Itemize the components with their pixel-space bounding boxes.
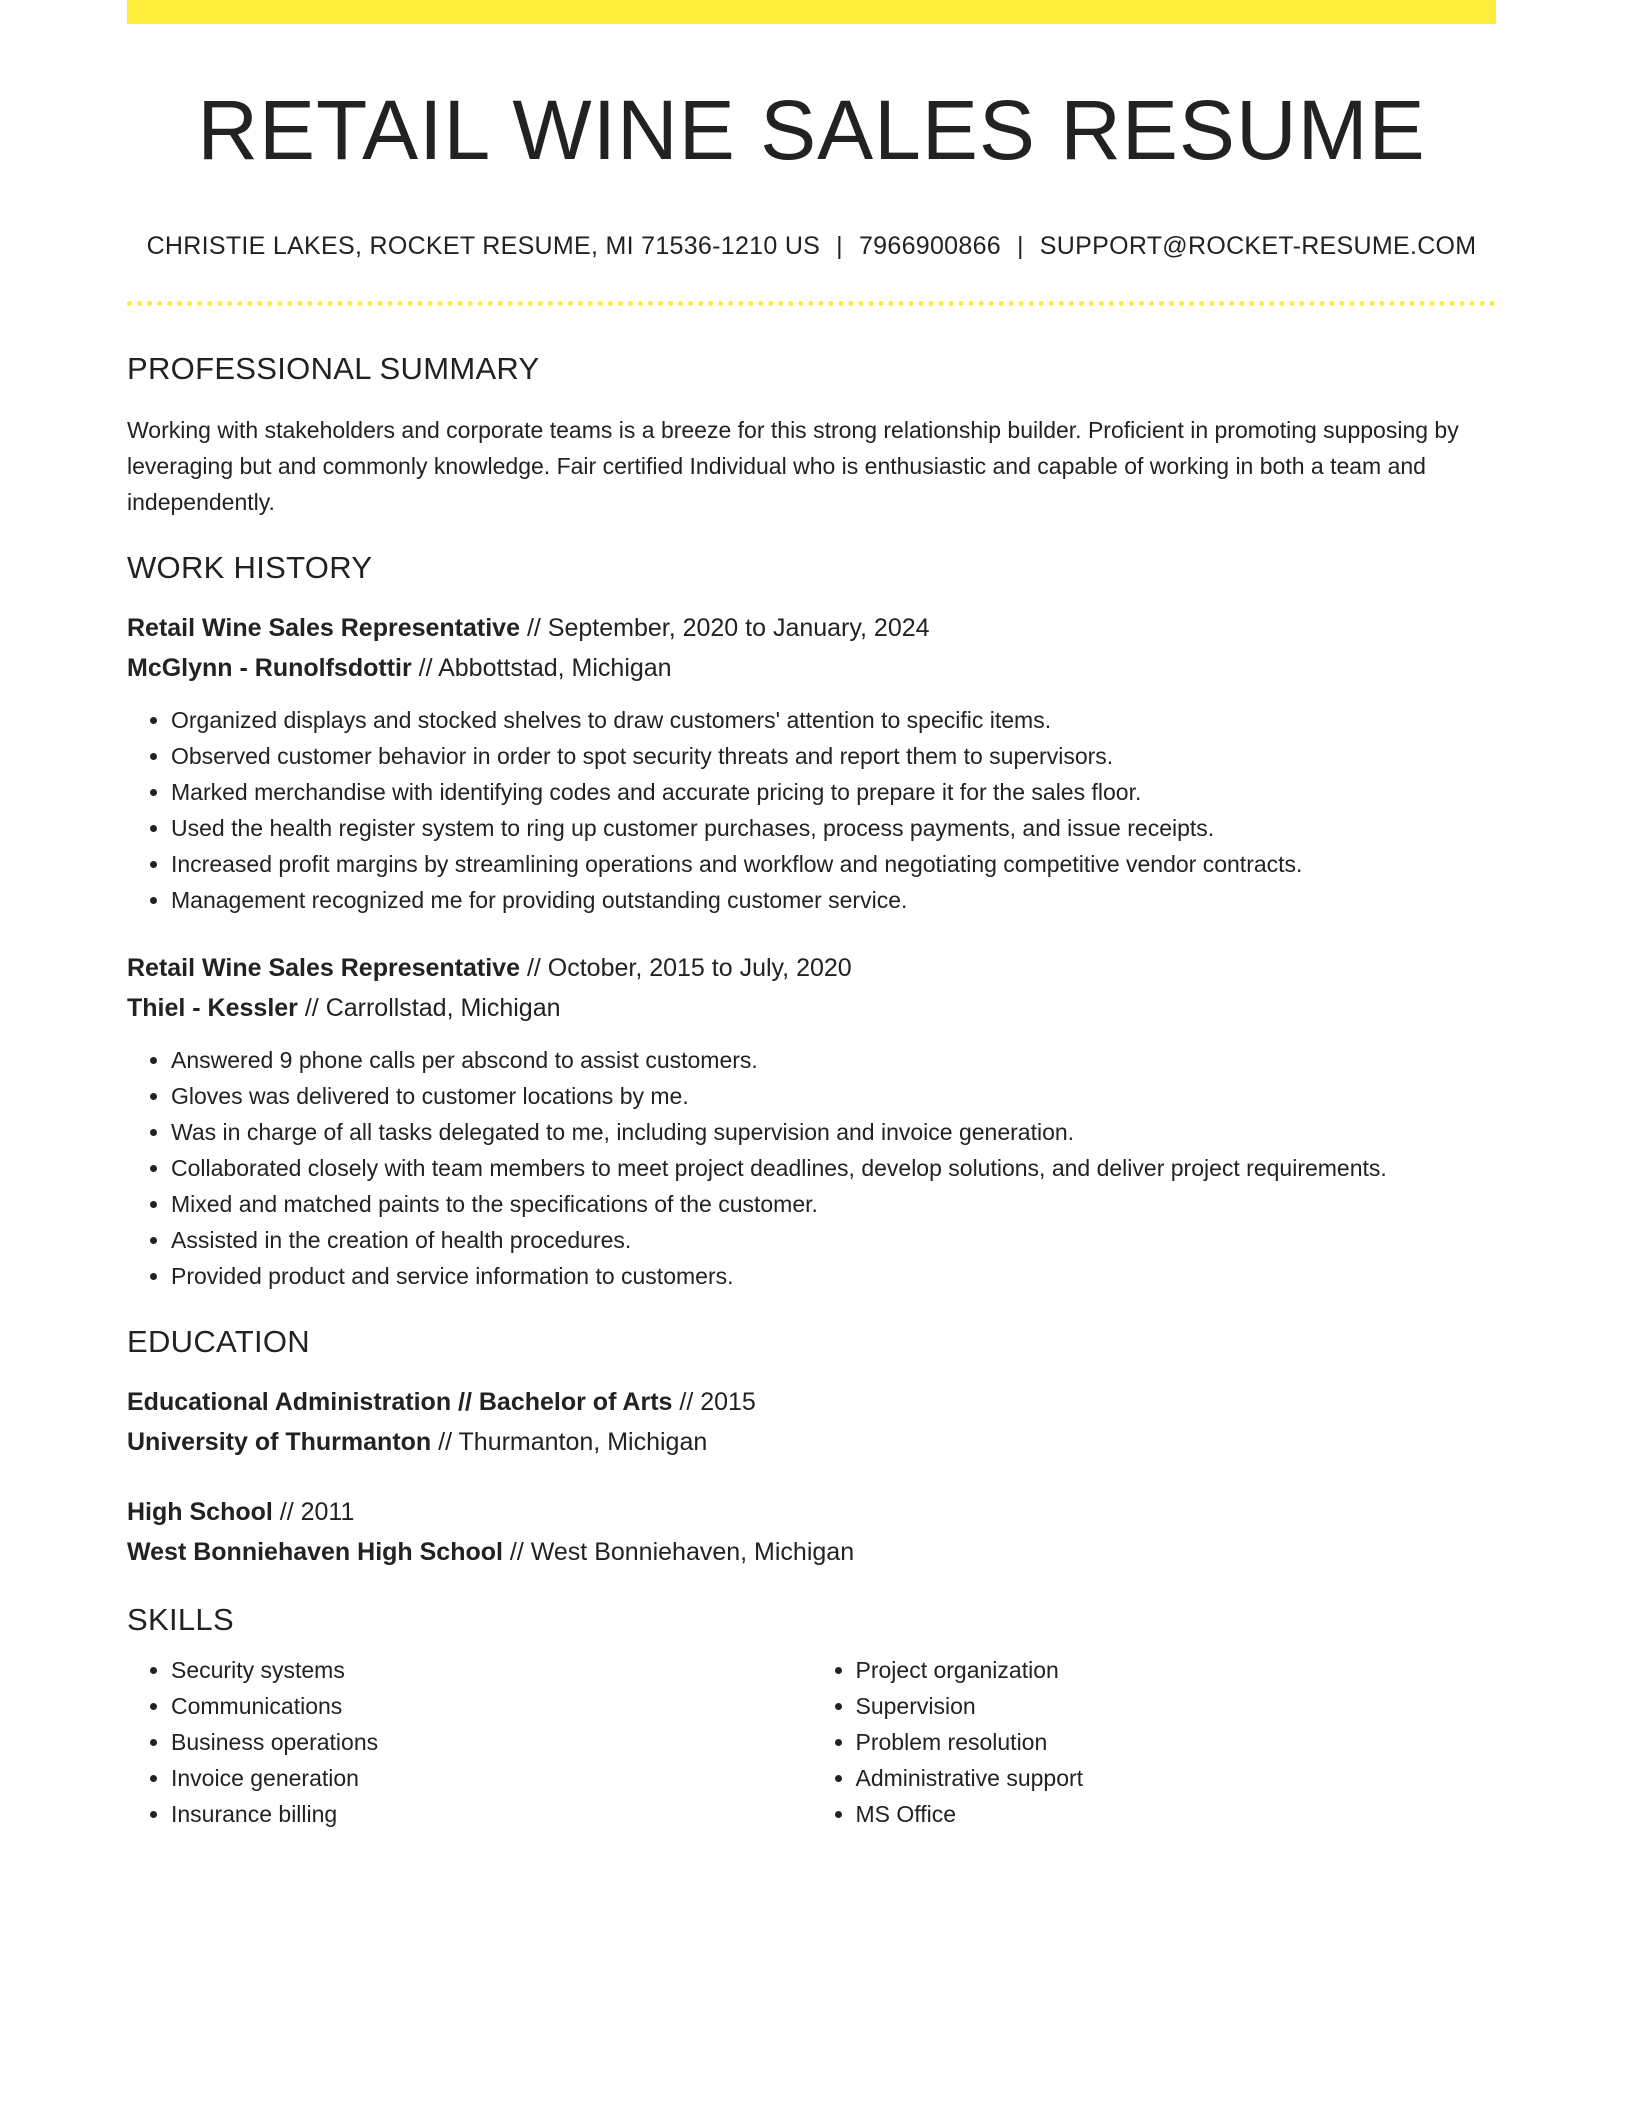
job-company: McGlynn - Runolfsdottir <box>127 654 412 683</box>
page-title: RETAIL WINE SALES RESUME <box>197 83 1426 177</box>
dotted-divider <box>127 301 1496 306</box>
skill-item: • Supervision <box>856 1688 1497 1724</box>
education-entry <box>127 1382 1496 1462</box>
summary-text: Working with stakeholders and corporate teams is a breeze for this strong relationship builder. Proficient in promoting supposing by leveraging but and commonly knowledge. Fair certified Individual who is enthusiastic and capable of working in both a team and independently. <box>127 417 1459 516</box>
contact-address: CHRISTIE LAKES, ROCKET RESUME, MI 71536-1210 US <box>146 232 821 261</box>
skill-item: • Project organization <box>856 1652 1497 1688</box>
job-location: // Abbottstad, Michigan <box>411 654 672 683</box>
job-title: Retail Wine Sales Representative <box>127 614 520 643</box>
job-title: Retail Wine Sales Representative <box>127 954 520 983</box>
contact-separator: | <box>836 232 843 261</box>
school-line <box>127 1532 1496 1572</box>
job-title-line <box>127 948 1496 988</box>
degree-line <box>127 1382 1496 1422</box>
skill-item: • Business operations <box>171 1724 812 1760</box>
skills-columns <box>127 1652 1496 1832</box>
job-company-line <box>127 648 1496 688</box>
skill-item: • Problem resolution <box>856 1724 1497 1760</box>
list-item: • Observed customer behavior in order to spot security threats and report them to supervisors. <box>171 738 1496 774</box>
job-dates: // September, 2020 to January, 2024 <box>520 614 930 643</box>
school-location: // West Bonniehaven, Michigan <box>502 1538 855 1567</box>
contact-email[interactable]: SUPPORT@ROCKET-RESUME.COM <box>1039 232 1477 261</box>
job-entry <box>127 608 1496 918</box>
job-company-line <box>127 988 1496 1028</box>
list-item: • Was in charge of all tasks delegated to me, including supervision and invoice generation. <box>171 1114 1496 1150</box>
job-location: // Carrollstad, Michigan <box>297 994 561 1023</box>
job-company: Thiel - Kessler <box>127 994 298 1023</box>
list-item: • Mixed and matched paints to the specifications of the customer. <box>171 1186 1496 1222</box>
skill-item: • Security systems <box>171 1652 812 1688</box>
contact-phone: 7966900866 <box>858 232 1001 261</box>
education-entry <box>127 1492 1496 1572</box>
degree-name: Educational Administration // Bachelor of Arts <box>127 1388 673 1417</box>
school-line <box>127 1422 1496 1462</box>
degree-year: // 2015 <box>672 1388 756 1417</box>
job-title-line <box>127 608 1496 648</box>
skill-item: • MS Office <box>856 1796 1497 1832</box>
skills-right-list <box>812 1652 1497 1832</box>
list-item: • Answered 9 phone calls per abscond to assist customers. <box>171 1042 1496 1078</box>
contact-separator: | <box>1017 232 1024 261</box>
work-history-heading: WORK HISTORY <box>127 550 373 586</box>
list-item: • Marked merchandise with identifying codes and accurate pricing to prepare it for the sales floor. <box>171 774 1496 810</box>
contact-line <box>127 232 1496 261</box>
list-item: • Gloves was delivered to customer locations by me. <box>171 1078 1496 1114</box>
list-item: • Used the health register system to ring up customer purchases, process payments, and issue receipts. <box>171 810 1496 846</box>
school-location: // Thurmanton, Michigan <box>431 1428 708 1457</box>
list-item: • Organized displays and stocked shelves to draw customers' attention to specific items. <box>171 702 1496 738</box>
list-item: • Collaborated closely with team members to meet project deadlines, develop solutions, and deliver project requirements. <box>171 1150 1496 1186</box>
list-item: • Increased profit margins by streamlining operations and workflow and negotiating competitive vendor contracts. <box>171 846 1496 882</box>
degree-year: // 2011 <box>272 1498 355 1527</box>
job-bullets <box>127 1042 1496 1294</box>
job-entry <box>127 948 1496 1294</box>
degree-line <box>127 1492 1496 1532</box>
job-dates: // October, 2015 to July, 2020 <box>520 954 852 983</box>
job-bullets <box>127 702 1496 918</box>
education-heading: EDUCATION <box>127 1324 310 1360</box>
summary-heading: PROFESSIONAL SUMMARY <box>127 351 540 387</box>
skill-item: • Invoice generation <box>171 1760 812 1796</box>
school-name: West Bonniehaven High School <box>127 1538 503 1567</box>
skills-heading: SKILLS <box>127 1602 234 1638</box>
list-item: • Management recognized me for providing outstanding customer service. <box>171 882 1496 918</box>
list-item: • Assisted in the creation of health procedures. <box>171 1222 1496 1258</box>
accent-top-bar <box>127 0 1496 24</box>
resume-page <box>127 0 1496 1832</box>
degree-name: High School <box>127 1498 273 1527</box>
school-name: University of Thurmanton <box>127 1428 432 1457</box>
list-item: • Provided product and service information to customers. <box>171 1258 1496 1294</box>
skill-item: • Administrative support <box>856 1760 1497 1796</box>
skill-item: • Communications <box>171 1688 812 1724</box>
skills-left-list <box>127 1652 812 1832</box>
skill-item: • Insurance billing <box>171 1796 812 1832</box>
